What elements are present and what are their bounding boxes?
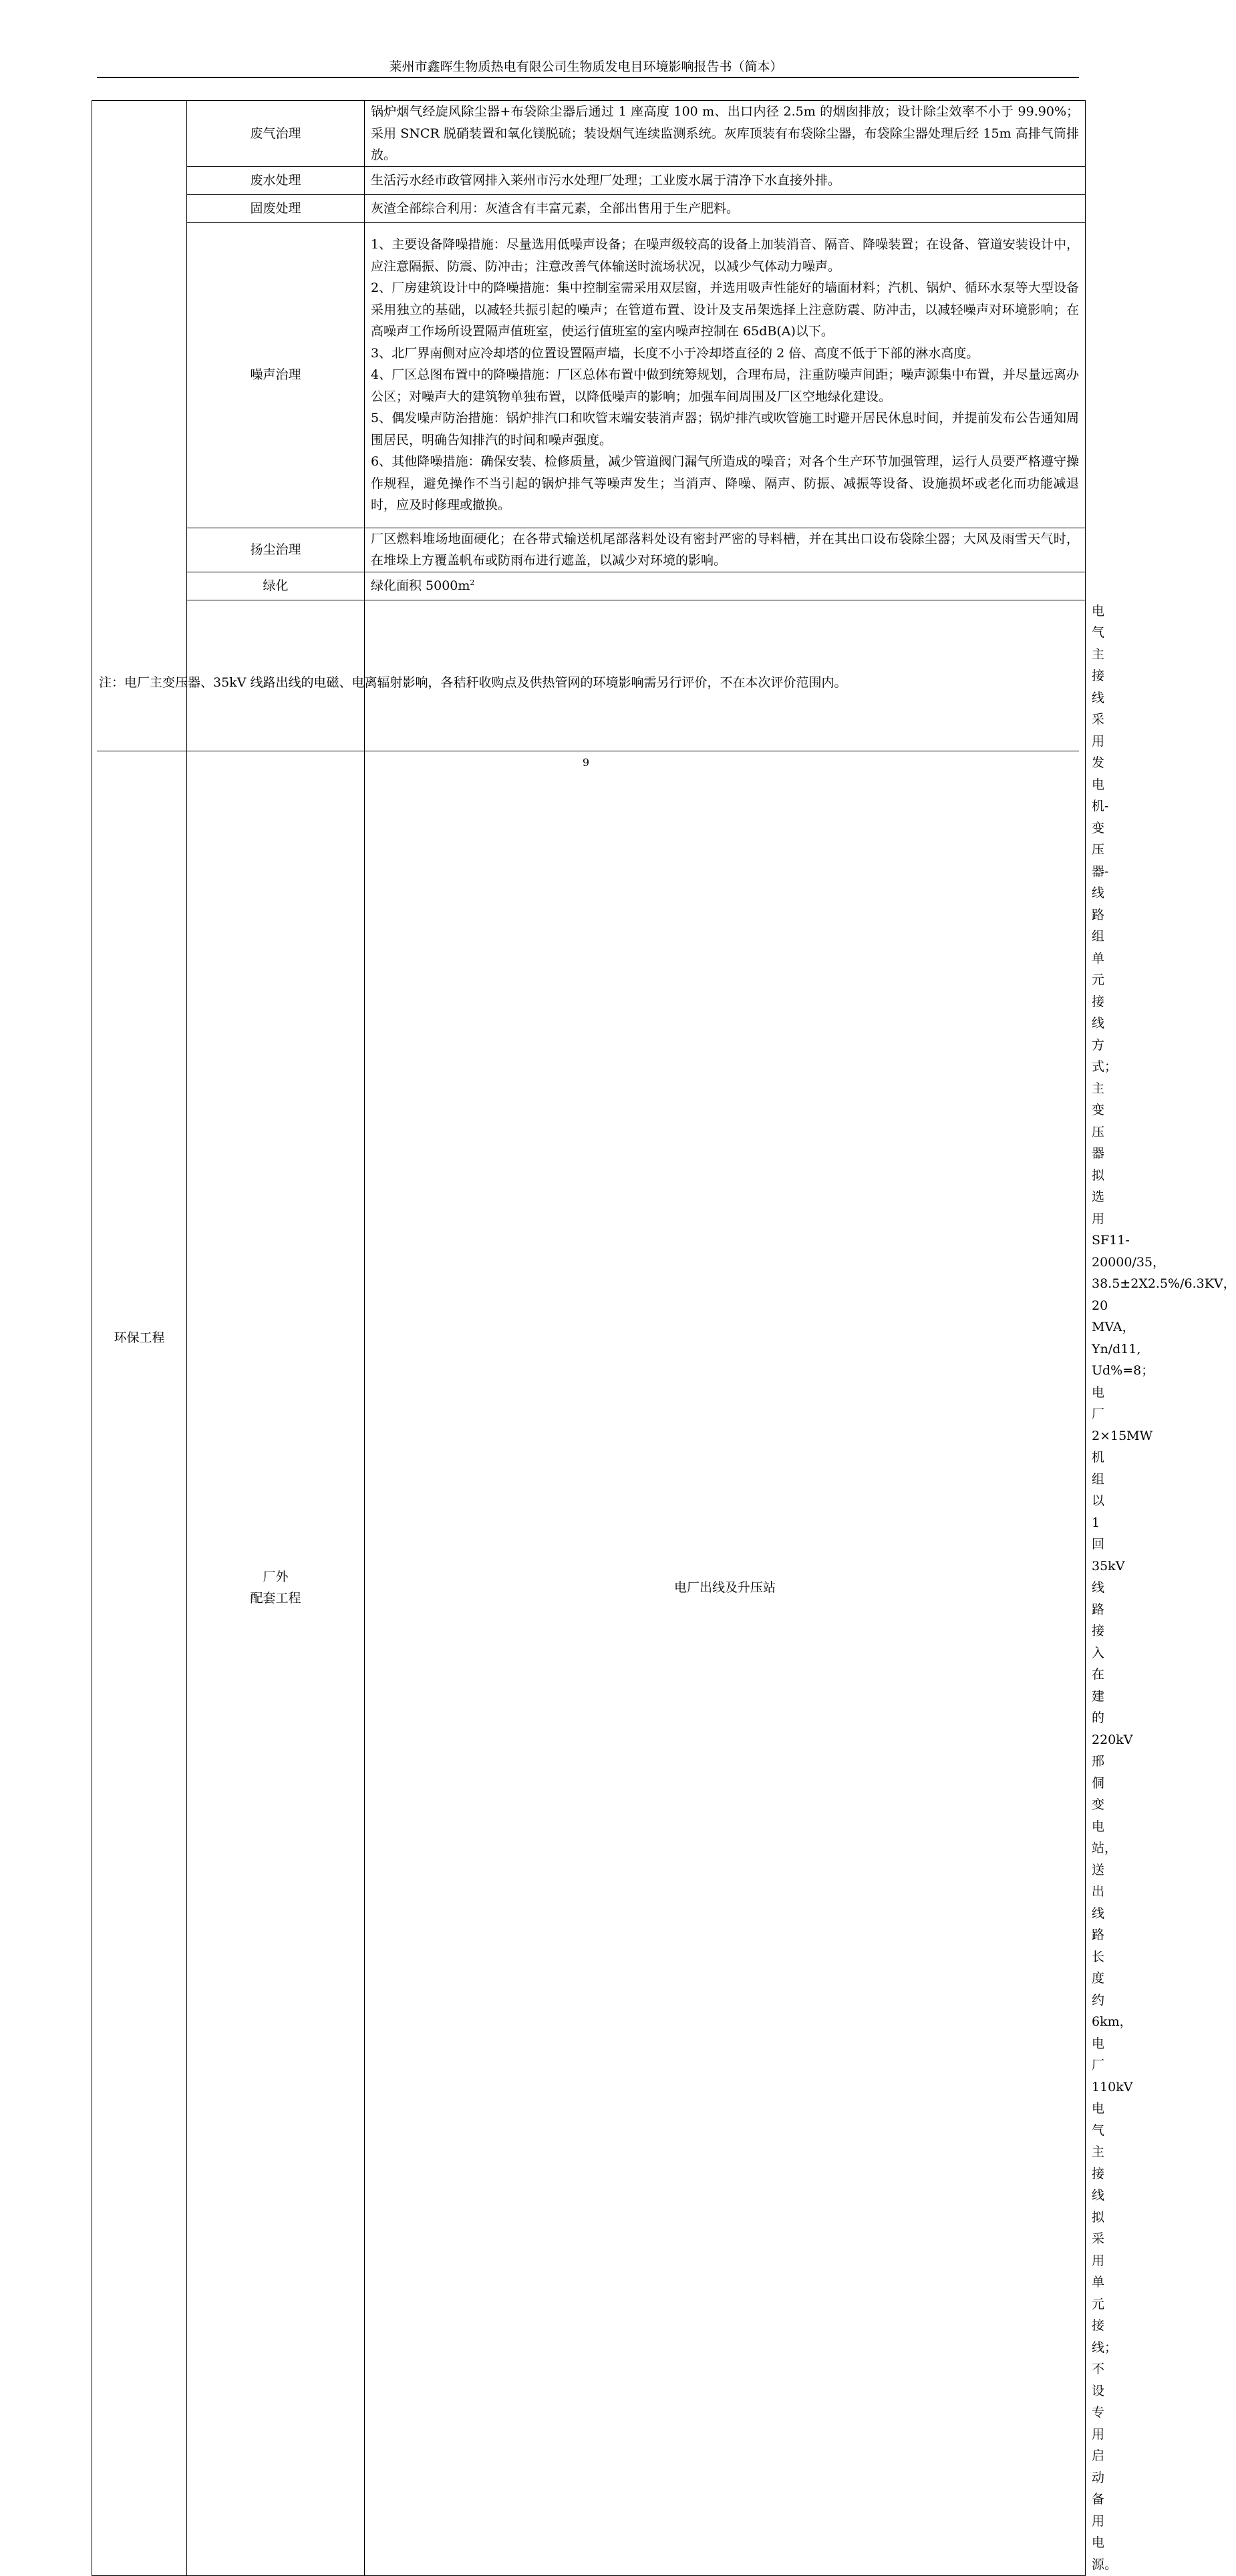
desc-cell: 厂区燃料堆场地面硬化；在各带式输送机尾部落料处设有密封严密的导料槽，并在其出口设布袋除尘器；大风及雨雪天气时，在堆垛上方覆盖帆布或防雨布进行遮盖，以减少对环境的影响。 (365, 528, 1086, 572)
item-cell: 绿化 (187, 572, 365, 600)
item-cell: 废气治理 (187, 101, 365, 167)
page-number: 9 (582, 756, 590, 769)
table-row (92, 528, 1086, 572)
item-cell: 废水处理 (187, 166, 365, 194)
desc-cell: 生活污水经市政管网排入莱州市污水处理厂处理；工业废水属于清净下水直接外排。 (365, 166, 1086, 194)
desc-cell (365, 572, 1086, 600)
noise-measure-paragraph: 4、厂区总图布置中的降噪措施：厂区总体布置中做到统筹规划，合理布局，注重防噪声间距；噪声源集中布置，并尽量远离办公区；对噪声大的建筑物单独布置，以降低噪声的影响；加强车间周围及厂区空地绿化建设。 (371, 367, 1079, 404)
noise-measure-paragraph: 3、北厂界南侧对应冷却塔的位置设置隔声墙，长度不小于冷却塔直径的 2 倍、高度不低于下部的淋水高度。 (371, 345, 979, 361)
noise-measure-paragraph: 5、偶发噪声防治措施：锅炉排汽口和吹管末端安装消声器；锅炉排汽或吹管施工时避开居民休息时间，并提前发布公告通知周围居民，明确告知排汽的时间和噪声强度。 (371, 411, 1079, 447)
table-row (92, 194, 1086, 222)
item-cell: 固废处理 (187, 194, 365, 222)
table-note: 注：电厂主变压器、35kV 线路出线的电磁、电离辐射影响，各秸秆收购点及供热管网的环境影响需另行评价，不在本次评价范围内。 (99, 675, 847, 690)
noise-measure-paragraph: 2、厂房建筑设计中的降噪措施：集中控制室需采用双层窗，并选用吸声性能好的墙面材料；汽机、锅炉、循环水泵等大型设备采用独立的基础，以减轻共振引起的噪声；在管道布置、设计及支吊架选择上注意防震、防冲击，以减轻噪声对环境影响；在高噪声工作场所设置隔声值班室，使运行值班室的室内噪声控制在 65dB(A)以下。 (371, 281, 1079, 339)
item-cell: 扬尘治理 (187, 528, 365, 572)
item-cell: 电厂出线及升压站 (365, 600, 1086, 2576)
item-cell: 噪声治理 (187, 222, 365, 528)
desc-cell (365, 222, 1086, 528)
table-row (92, 166, 1086, 194)
category-line: 厂外 (263, 1569, 289, 1584)
desc-cell: 灰渣全部综合利用：灰渣含有丰富元素，全部出售用于生产肥料。 (365, 194, 1086, 222)
category-line: 配套工程 (250, 1591, 301, 1606)
table-row (92, 101, 1086, 167)
page-header: 莱州市鑫晖生物质热电有限公司生物质发电目环境影响报告书（简本） (389, 59, 783, 74)
desc-cell: 锅炉烟气经旋风除尘器+布袋除尘器后通过 1 座高度 100 m、出口内径 2.5m 的烟囱排放；设计除尘效率不小于 99.90%；采用 SNCR 脱硝装置和氧化镁脱硫；装设烟气连续监测系统。灰库顶装有布袋除尘器，布袋除尘器处理后经 15m 高排气筒排放。 (365, 101, 1086, 167)
table-row (92, 572, 1086, 600)
noise-measure-paragraph: 1、主要设备降噪措施：尽量选用低噪声设备；在噪声级较高的设备上加装消音、隔音、降噪装置；在设备、管道安装设计中，应注意隔振、防震、防冲击；注意改善气体输送时流场状况，以减少气体动力噪声。 (371, 237, 1079, 274)
noise-measure-paragraph: 6、其他降噪措施：确保安装、检修质量，减少管道阀门漏气所造成的噪音；对各个生产环节加强管理，运行人员要严格遵守操作规程，避免操作不当引起的锅炉排气等噪声发生；当消声、降噪、隔声、防振、减振等设备、设施损坏或老化而功能减退时，应及时修理或撤换。 (371, 454, 1079, 513)
header-rule (97, 77, 1079, 78)
table-row (92, 222, 1086, 528)
project-table (92, 100, 1236, 2576)
category-cell: 环保工程 (92, 101, 187, 2576)
greening-area-text: 绿化面积 5000m (371, 578, 470, 593)
superscript-2: 2 (470, 578, 475, 587)
table-row: 厂外 配套工程 电厂出线及升压站 电气主接线采用发电机-变压器-线路组单元接线方式；主变压器拟选用 SF11-20000/35，38.5±2X2.5%/6.3KV，20 MVA，Yn/d11, Ud%=8；电厂 2×15MW 机组以 1 回 35kV 线路接入在建的 220kV 邢侗变电站，送出线路长度约 6km，电厂 110kV 电气主接线拟采用单元接线；不设专用启动备用电源。 (92, 600, 1086, 2576)
category-cell (187, 600, 365, 2576)
